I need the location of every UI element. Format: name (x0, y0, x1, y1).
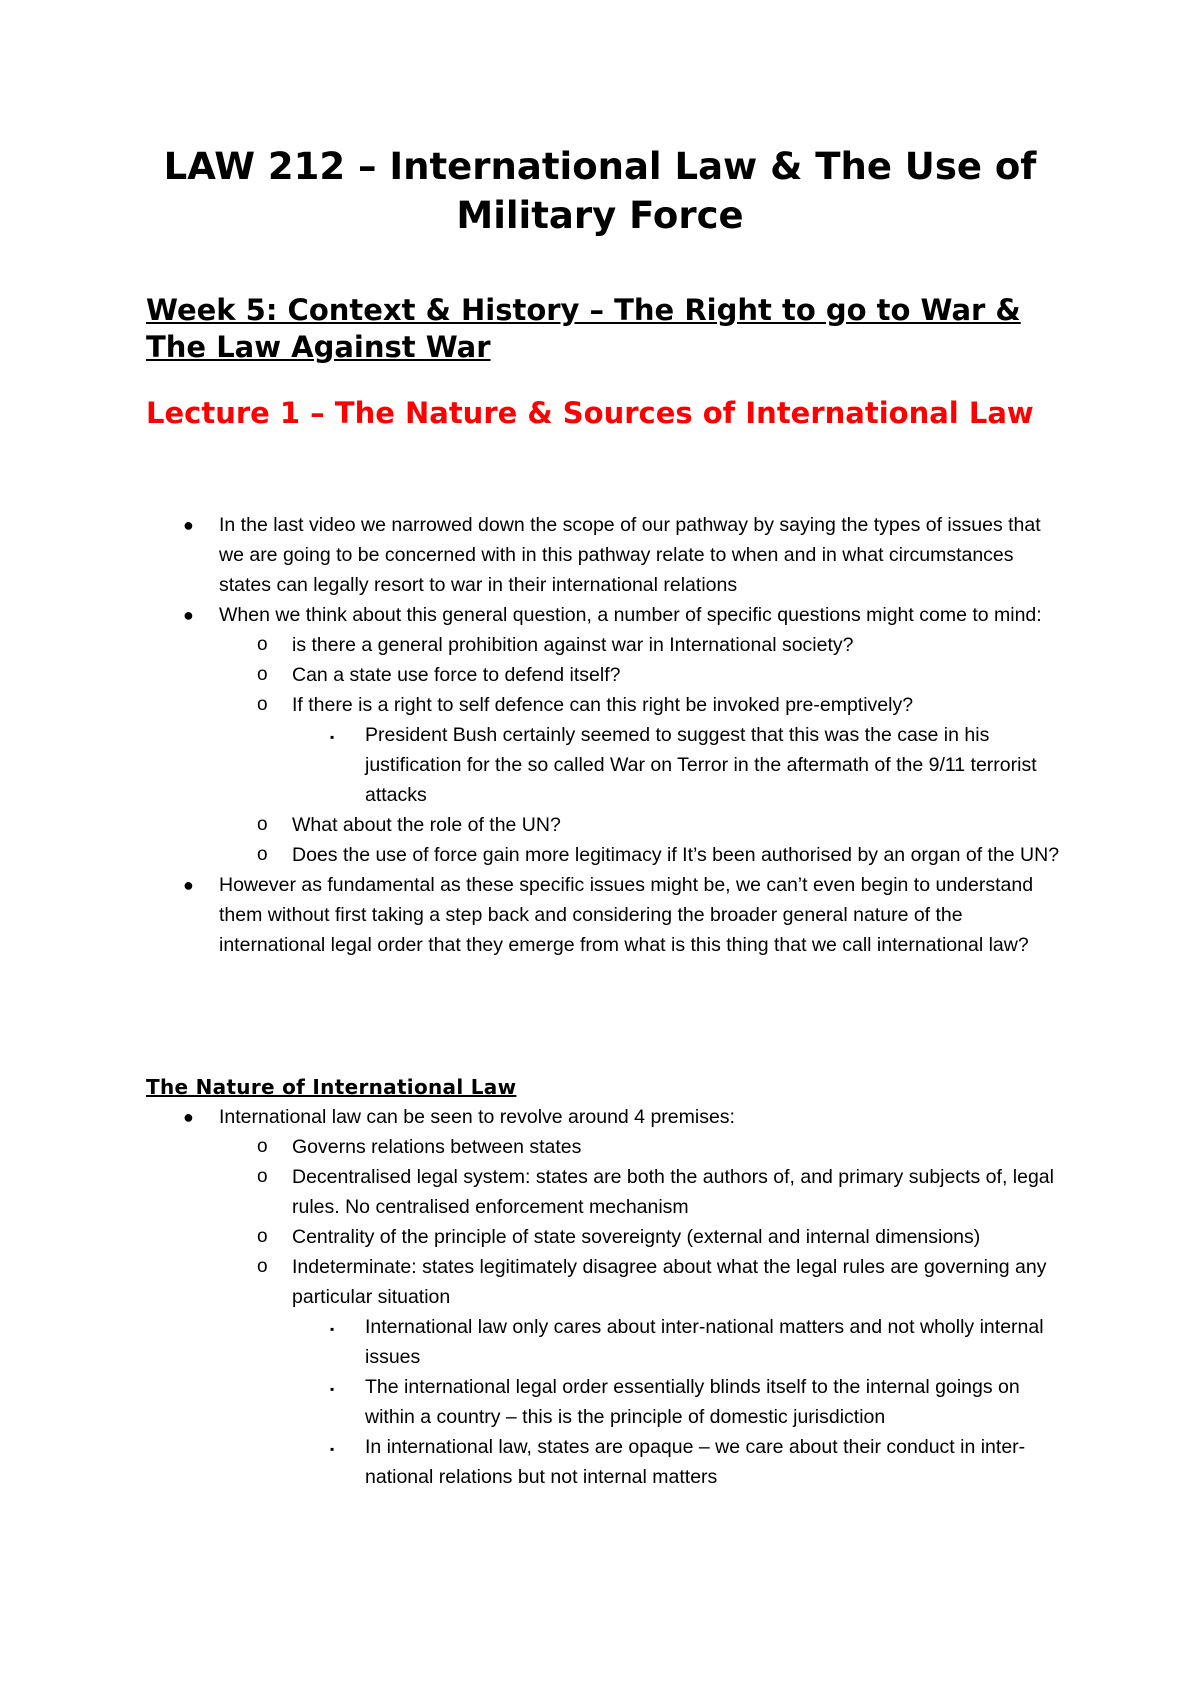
list-item-text: President Bush certainly seemed to suggest that this was the case in his justification for the so called War on Terror in the aftermath of the 9/11 terrorist attacks (365, 724, 1037, 806)
lecture-bullet-list (0, 510, 1200, 960)
square-marker: ▪ (330, 1382, 335, 1396)
list-item (0, 1432, 1060, 1492)
list-item-text: Can a state use force to defend itself? (292, 664, 621, 686)
week-heading: Week 5: Context & History – The Right to go to War & The Law Against War (146, 293, 1021, 364)
list-item (0, 510, 1060, 600)
list-item-text: In the last video we narrowed down the scope of our pathway by saying the types of issues that we are going to be concerned with in this pathway relate to when and in what circumstances states can legally resort to war in their international relations (219, 514, 1041, 596)
square-marker: ▪ (330, 1442, 335, 1456)
list-item (0, 720, 1060, 810)
list-item-text: However as fundamental as these specific issues might be, we can’t even begin to understand them without first taking a step back and considering the broader general nature of the international legal order that they emerge from what is this thing that we call international law? (219, 874, 1034, 956)
list-item-text: In international law, states are opaque – we care about their conduct in inter-national relations but not internal matters (365, 1436, 1026, 1488)
square-marker: ▪ (330, 1322, 335, 1336)
list-item-text: If there is a right to self defence can this right be invoked pre-emptively? (292, 694, 914, 716)
square-marker: ▪ (330, 730, 335, 744)
list-item-text: is there a general prohibition against war in International society? (292, 634, 854, 656)
list-item-text: When we think about this general question, a number of specific questions might come to mind: (219, 604, 1042, 626)
list-item-text: Decentralised legal system: states are both the authors of, and primary subjects of, legal rules. No centralised enforcement mechanism (292, 1166, 1054, 1218)
list-item (0, 1132, 1060, 1162)
list-item-text: Governs relations between states (292, 1136, 582, 1158)
list-item-text: Indeterminate: states legitimately disagree about what the legal rules are governing any particular situation (292, 1256, 1047, 1308)
list-item (0, 1162, 1060, 1222)
circle-marker: o (257, 814, 268, 835)
circle-marker: o (257, 694, 268, 715)
bullet-marker: ● (183, 875, 194, 895)
lecture-heading: Lecture 1 – The Nature & Sources of International Law (146, 396, 1034, 430)
bullet-marker: ● (183, 515, 194, 535)
section-bullet-list (0, 1102, 1200, 1492)
list-item (0, 660, 1060, 690)
list-item-text: International law can be seen to revolve around 4 premises: (219, 1106, 735, 1128)
circle-marker: o (257, 1226, 268, 1247)
list-item-text: International law only cares about inter-national matters and not wholly internal issues (365, 1316, 1044, 1368)
list-item (0, 1222, 1060, 1252)
bullet-marker: ● (183, 605, 194, 625)
list-item-text: What about the role of the UN? (292, 814, 561, 836)
circle-marker: o (257, 634, 268, 655)
list-item (0, 1252, 1060, 1312)
list-item (0, 870, 1060, 960)
document-title: LAW 212 – International Law & The Use of Military Force (163, 145, 1037, 237)
circle-marker: o (257, 1166, 268, 1187)
list-item (0, 840, 1060, 870)
list-item (0, 600, 1060, 630)
list-item (0, 690, 1060, 720)
list-item (0, 810, 1060, 840)
circle-marker: o (257, 844, 268, 865)
circle-marker: o (257, 1256, 268, 1277)
circle-marker: o (257, 1136, 268, 1157)
list-item-text: Centrality of the principle of state sovereignty (external and internal dimensions) (292, 1226, 981, 1248)
list-item (0, 1312, 1060, 1372)
list-item (0, 1102, 1060, 1132)
section-heading: The Nature of International Law (146, 1075, 517, 1099)
circle-marker: o (257, 664, 268, 685)
list-item (0, 1372, 1060, 1432)
bullet-marker: ● (183, 1107, 194, 1127)
list-item-text: Does the use of force gain more legitimacy if It’s been authorised by an organ of the UN? (292, 844, 1060, 866)
list-item-text: The international legal order essentially blinds itself to the internal goings on within a country – this is the principle of domestic jurisdiction (365, 1376, 1020, 1428)
list-item (0, 630, 1060, 660)
